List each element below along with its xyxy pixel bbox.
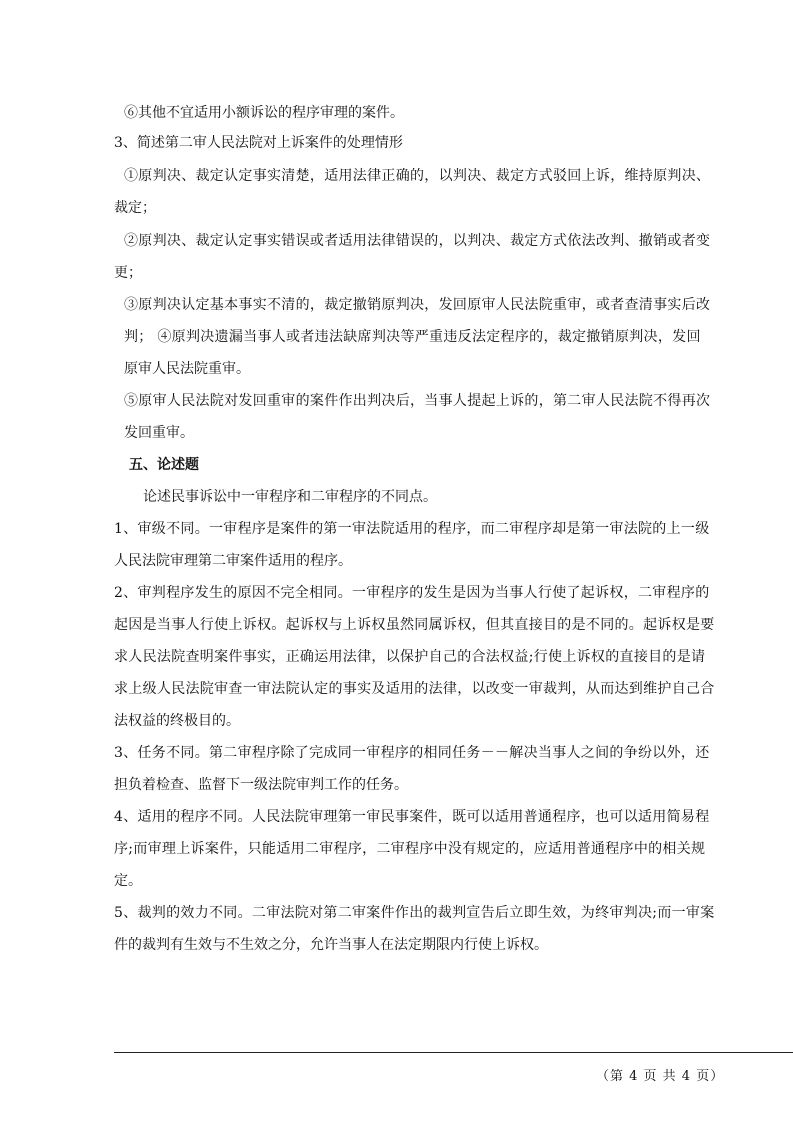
text-line: ⑥其他不宜适用小额诉讼的程序审理的案件。	[124, 105, 404, 121]
text-line: ②原判决、裁定认定事实错误或者适用法律错误的，以判决、裁定方式依法改判、撤销或者变	[124, 233, 711, 249]
text-line: 4、适用的程序不同。人民法院审理第一审民事案件，既可以适用普通程序，也可以适用简易程	[114, 809, 710, 825]
text-line: 发回重审。	[124, 425, 194, 441]
text-line: ①原判决、裁定认定事实清楚，适用法律正确的，以判决、裁定方式驳回上诉，维持原判决、	[124, 168, 711, 184]
text-line: ⑤原审人民法院对发回重审的案件作出判决后，当事人提起上诉的，第二审人民法院不得再次	[124, 393, 711, 409]
section-heading: 五、论述题	[129, 457, 199, 473]
essay-question: 论述民事诉讼中一审程序和二审程序的不同点。	[143, 489, 437, 505]
text-line: 起因是当事人行使上诉权。起诉权与上诉权虽然同属诉权，但其直接目的是不同的。起诉权是要	[114, 617, 715, 633]
question-title: 3、简述第二审人民法院对上诉案件的处理情形	[114, 135, 403, 151]
text-line: 担负着检查、监督下一级法院审判工作的任务。	[114, 777, 408, 793]
text-line: 法权益的终极目的。	[114, 713, 240, 729]
text-line: 原审人民法院重审。	[124, 361, 250, 377]
text-line: 1、审级不同。一审程序是案件的第一审法院适用的程序，而二审程序却是第一审法院的上一级	[114, 521, 710, 537]
text-line: ③原判决认定基本事实不清的，裁定撤销原判决，发回原审人民法院重审，或者查清事实后改	[124, 297, 711, 313]
text-line: 求人民法院查明案件事实，正确运用法律，以保护自己的合法权益;行使上诉权的直接目的是请	[114, 649, 706, 665]
text-line: 人民法院审理第二审案件适用的程序。	[114, 553, 352, 569]
text-line: 判； ④原判决遗漏当事人或者违法缺席判决等严重违反法定程序的，裁定撤销原判决，发回	[124, 329, 701, 345]
page-number: （第 4 页 共 4 页）	[596, 1069, 725, 1084]
text-line: 序;而审理上诉案件，只能适用二审程序，二审程序中没有规定的，应适用普通程序中的相关规	[114, 841, 706, 857]
text-line: 2、审判程序发生的原因不完全相同。一审程序的发生是因为当事人行使了起诉权，二审程序的	[114, 585, 710, 601]
text-line: 件的裁判有生效与不生效之分，允许当事人在法定期限内行使上诉权。	[114, 937, 548, 953]
text-line: 更；	[114, 265, 142, 281]
text-line: 裁定；	[114, 200, 156, 216]
text-line: 定。	[114, 873, 142, 889]
footer-divider	[114, 1052, 793, 1053]
text-line: 求上级人民法院审查一审法院认定的事实及适用的法律，以改变一审裁判，从而达到维护自己合	[114, 681, 715, 697]
text-line: 5、裁判的效力不同。二审法院对第二审案件作出的裁判宣告后立即生效，为终审判决;而一审案	[114, 905, 715, 921]
text-line: 3、任务不同。第二审程序除了完成同一审程序的相同任务－－解决当事人之间的争纷以外，还	[114, 745, 710, 761]
